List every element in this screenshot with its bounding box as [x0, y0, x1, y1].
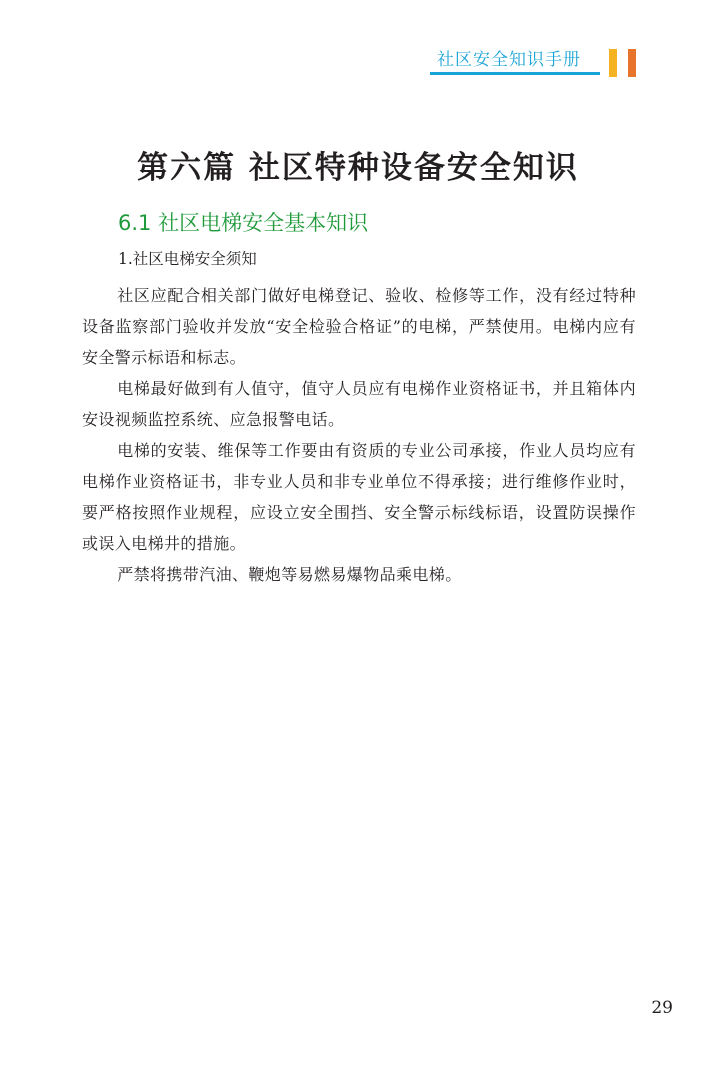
paragraph: 电梯最好做到有人值守，值守人员应有电梯作业资格证书，并且箱体内安设视频监控系统、应急报警电话。	[82, 379, 636, 429]
paragraph: 电梯的安装、维保等工作要由有资质的专业公司承接，作业人员均应有电梯作业资格证书，非专业人员和非专业单位不得承接；进行维修作业时，要严格按照作业规程，应设立安全围挡、安全警示标线标语，设置防误操作或误入电梯井的措施。	[82, 441, 636, 553]
header-orange-bar	[628, 49, 636, 77]
header-yellow-bar	[609, 49, 617, 77]
header-underline	[430, 72, 600, 75]
paragraph: 社区应配合相关部门做好电梯登记、验收、检修等工作，没有经过特种设备监察部门验收并发放“安全检验合格证”的电梯，严禁使用。电梯内应有安全警示标语和标志。	[82, 286, 636, 367]
section-heading: 6.1 社区电梯安全基本知识	[118, 211, 369, 235]
page-number: 29	[651, 998, 673, 1018]
subsection-heading: 1.社区电梯安全须知	[118, 250, 257, 268]
body-text	[82, 280, 636, 590]
chapter-title: 第六篇 社区特种设备安全知识	[137, 150, 579, 186]
paragraph: 严禁将携带汽油、鞭炮等易燃易爆物品乘电梯。	[117, 565, 462, 584]
running-header-title: 社区安全知识手册	[437, 50, 581, 70]
